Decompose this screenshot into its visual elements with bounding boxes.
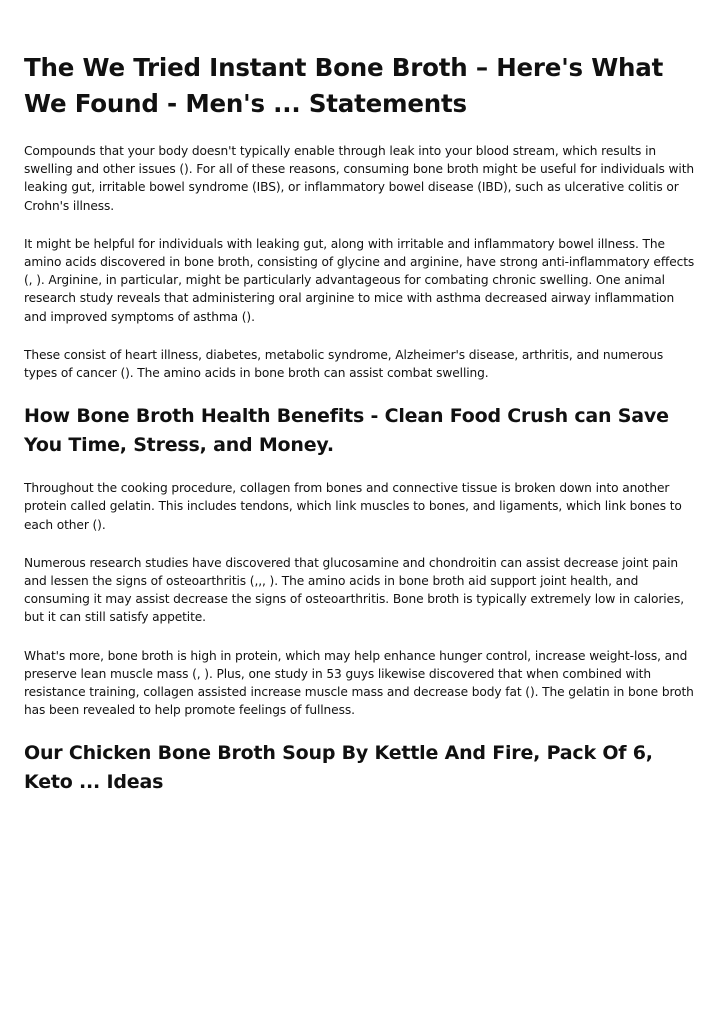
section-2	[24, 402, 696, 719]
section-heading: How Bone Broth Health Benefits - Clean Food Crush can Save You Time, Stress, and Money.	[24, 405, 669, 457]
section-heading: Our Chicken Bone Broth Soup By Kettle And Fire, Pack Of 6, Keto ... Ideas	[24, 742, 653, 794]
section-3	[24, 739, 696, 797]
paragraph: Compounds that your body doesn't typically enable through leak into your blood stream, which results in swelling and other issues (). For all of these reasons, consuming bone broth might be useful for individuals with leaking gut, irritable bowel syndrome (IBS), or inflammatory bowel disease (IBD), such as ulcerative colitis or Crohn's illness.	[24, 144, 694, 213]
section-1	[24, 142, 696, 382]
page-title: The We Tried Instant Bone Broth – Here's What We Found - Men's ... Statements	[24, 53, 664, 118]
paragraph: What's more, bone broth is high in protein, which may help enhance hunger control, increase weight-loss, and preserve lean muscle mass (, ). Plus, one study in 53 guys likewise discovered that when combined with resistance training, collagen assisted increase muscle mass and decrease body fat (). The gelatin in bone broth has been revealed to help promote feelings of fullness.	[24, 648, 694, 718]
paragraph: Throughout the cooking procedure, collagen from bones and connective tissue is broken down into another protein called gelatin. This includes tendons, which link muscles to bones, and ligaments, which link bones to each other ().	[24, 481, 682, 532]
paragraph: These consist of heart illness, diabetes, metabolic syndrome, Alzheimer's disease, arthritis, and numerous types of cancer (). The amino acids in bone broth can assist combat swelling.	[24, 347, 664, 381]
paragraph: Numerous research studies have discovered that glucosamine and chondroitin can assist decrease joint pain and lessen the signs of osteoarthritis (,,, ). The amino acids in bone broth aid support joint health, and consuming it may assist decrease the signs of osteoarthritis. Bone broth is typically extremely low in calories, but it can still satisfy appetite.	[24, 555, 684, 625]
paragraph: It might be helpful for individuals with leaking gut, along with irritable and inflammatory bowel illness. The amino acids discovered in bone broth, consisting of glycine and arginine, have strong anti-inflammatory effects (, ). Arginine, in particular, might be particularly advantageous for combating chronic swelling. One animal research study reveals that administering oral arginine to mice with asthma decreased airway inflammation and improved symptoms of asthma ().	[24, 236, 695, 324]
